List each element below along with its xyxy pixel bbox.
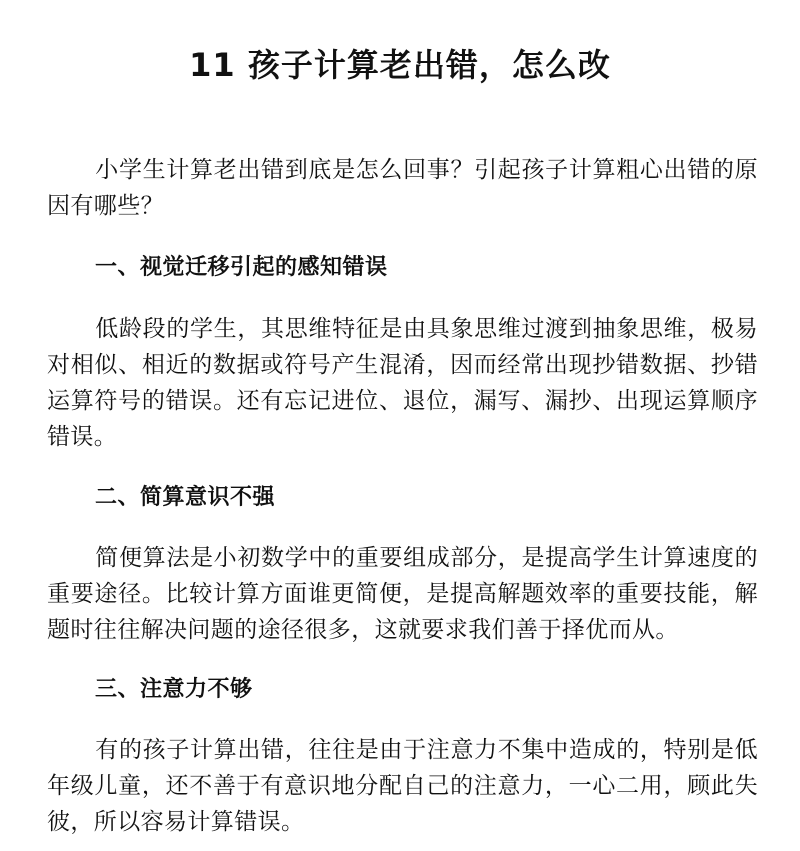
section-heading-1: 一、视觉迁移引起的感知错误 bbox=[95, 255, 388, 280]
section-body-text-1: 低龄段的学生，其思维特征是由具象思维过渡到抽象思维，极易对相似、相近的数据或符号产生混淆，因而经常出现抄错数据、抄错运算符号的错误。还有忘记进位、退位，漏写、漏抄、出现运算顺序错误。 bbox=[47, 316, 758, 450]
section-heading-3: 三、注意力不够 bbox=[95, 677, 253, 702]
section-body-text-3: 有的孩子计算出错，往往是由于注意力不集中造成的，特别是低年级儿童，还不善于有意识地分配自己的注意力，一心二用，顾此失彼，所以容易计算错误。 bbox=[47, 737, 758, 835]
section-heading-2: 二、简算意识不强 bbox=[95, 485, 276, 510]
section-body-2 bbox=[47, 540, 758, 648]
section-body-3 bbox=[47, 732, 758, 840]
page-title: 11 孩子计算老出错，怎么改 bbox=[189, 46, 611, 85]
section-body-text-2: 简便算法是小初数学中的重要组成部分，是提高学生计算速度的重要途径。比较计算方面谁更简便，是提高解题效率的重要技能，解题时往往解决问题的途径很多，这就要求我们善于择优而从。 bbox=[47, 545, 758, 643]
intro-text: 小学生计算老出错到底是怎么回事？引起孩子计算粗心出错的原因有哪些？ bbox=[47, 157, 758, 219]
section-body-1 bbox=[47, 311, 758, 455]
intro-paragraph bbox=[47, 152, 758, 224]
